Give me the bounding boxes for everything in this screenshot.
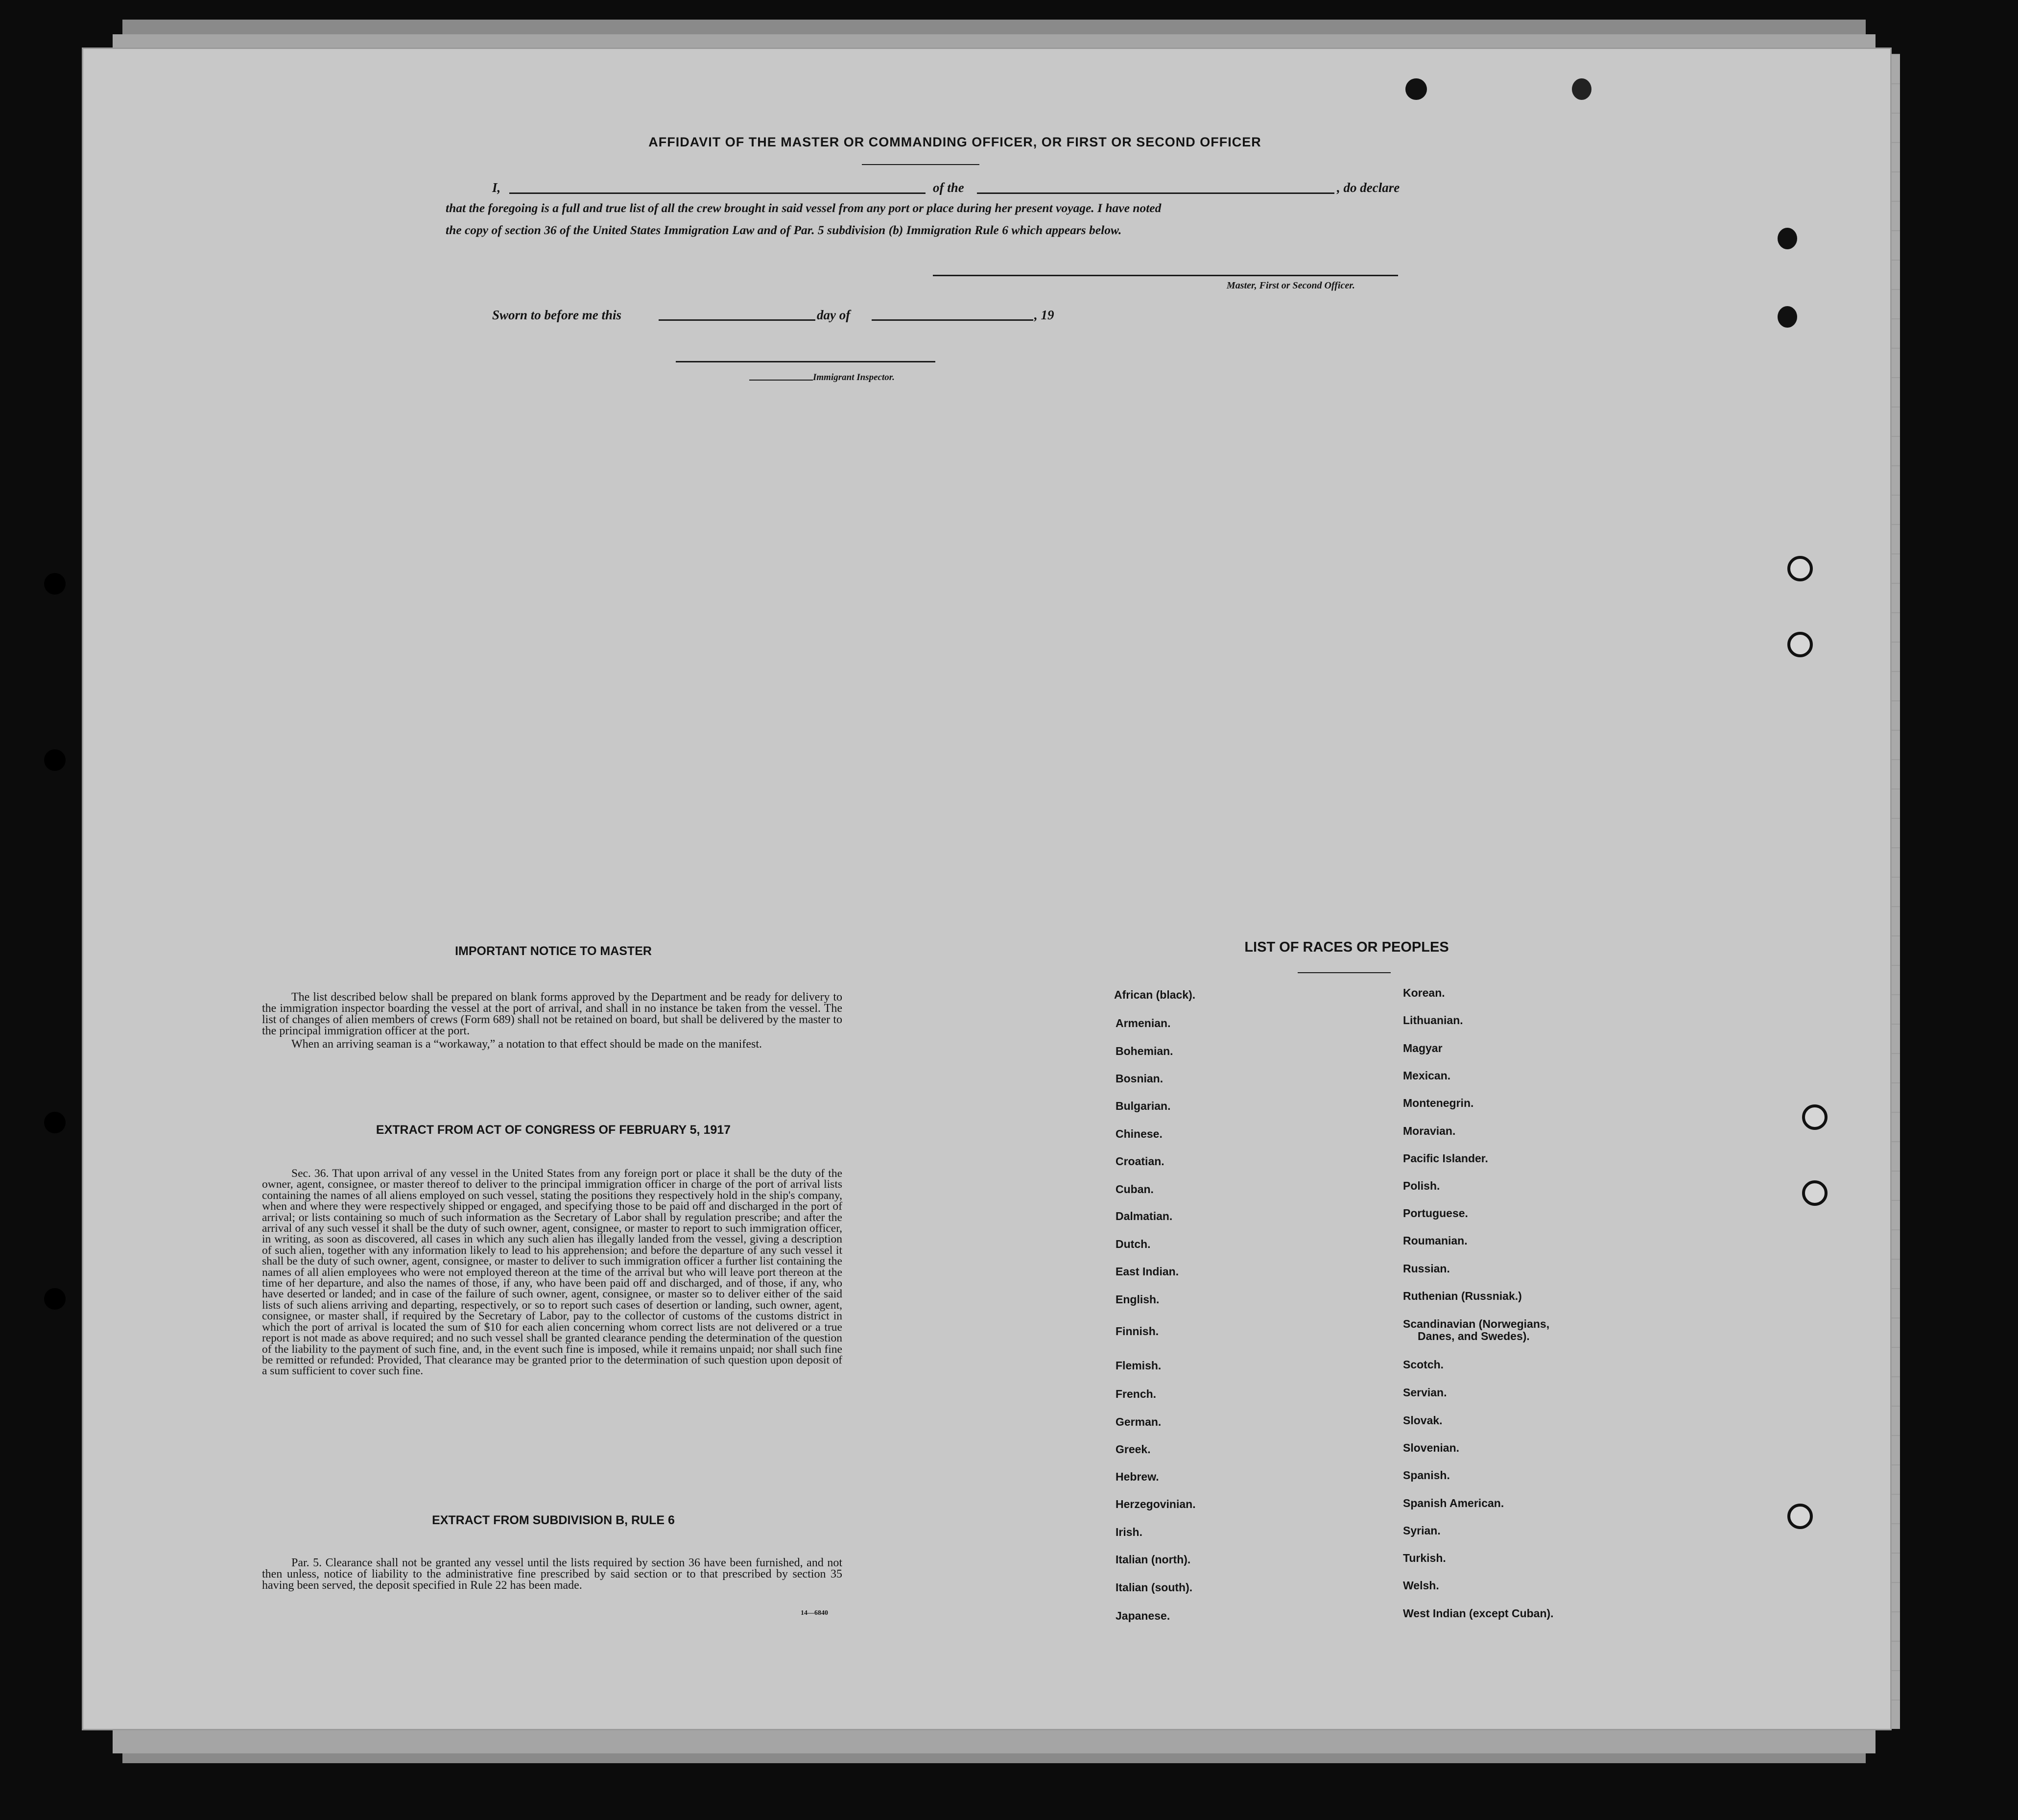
race-hebrew: Hebrew. <box>1116 1470 1159 1483</box>
races-heading-rule <box>1298 972 1391 973</box>
race-german: German. <box>1116 1415 1162 1428</box>
punch-hole <box>1778 228 1797 249</box>
race-finnish: Finnish. <box>1116 1325 1159 1338</box>
affidavit-line-3: the copy of section 36 of the United States Immigration Law and of Par. 5 subdivision (b) Immigration Rule 6 which appears below. <box>446 223 1122 237</box>
day-of-label: day of <box>817 308 851 322</box>
race-spanish: Spanish. <box>1403 1469 1450 1482</box>
race-dutch: Dutch. <box>1116 1238 1151 1250</box>
race-roumanian: Roumanian. <box>1403 1234 1468 1247</box>
race-pacific-islander: Pacific Islander. <box>1403 1152 1488 1165</box>
inspector-label: Immigrant Inspector. <box>813 372 895 383</box>
sworn-month-field[interactable] <box>872 319 1033 321</box>
form-number: 14—6840 <box>801 1609 828 1617</box>
race-scotch: Scotch. <box>1403 1358 1444 1371</box>
race-bulgarian: Bulgarian. <box>1116 1100 1171 1112</box>
sworn-year-label: , 19 <box>1034 308 1054 322</box>
race-croatian: Croatian. <box>1116 1155 1164 1168</box>
race-lithuanian: Lithuanian. <box>1403 1014 1463 1027</box>
race-flemish: Flemish. <box>1116 1359 1162 1372</box>
race-italian-south: Italian (south). <box>1116 1581 1193 1594</box>
race-scandinavian-cont: Danes, and Swedes). <box>1418 1330 1530 1342</box>
race-spanish-american: Spanish American. <box>1403 1497 1504 1509</box>
document-page <box>83 49 1890 1729</box>
act-heading: EXTRACT FROM ACT OF CONGRESS OF FEBRUARY 5, 1917 <box>376 1123 731 1137</box>
sworn-day-field[interactable] <box>659 319 815 321</box>
ring-hole <box>1802 1104 1828 1130</box>
race-bohemian: Bohemian. <box>1116 1045 1173 1057</box>
sworn-prefix: Sworn to before me this <box>492 308 622 322</box>
affidavit-line-2: that the foregoing is a full and true list of all the crew brought in said vessel from any port or place during her present voyage. I have noted <box>446 201 1162 215</box>
punch-hole <box>1572 78 1591 100</box>
race-magyar: Magyar <box>1403 1042 1443 1054</box>
race-ruthenian: Ruthenian (Russniak.) <box>1403 1290 1522 1302</box>
of-the-label: of the <box>933 180 964 195</box>
declare-label: , do declare <box>1337 180 1400 195</box>
notice-para-1: The list described below shall be prepared on blank forms approved by the Department and be ready for delivery to the immigration inspector boarding the vessel at the port of arrival, and shall in no instance be taken from the vessel. The list of changes of alien members of crews (Form 689) shall not be retained on board, but shall be delivered by the master to the principal immigration officer at the port. <box>262 991 842 1037</box>
ring-hole <box>1787 1504 1813 1529</box>
race-servian: Servian. <box>1403 1386 1447 1399</box>
inspector-rule-short <box>749 380 813 381</box>
race-bosnian: Bosnian. <box>1116 1072 1163 1085</box>
title-rule <box>862 164 979 165</box>
race-scandinavian: Scandinavian (Norwegians, <box>1403 1317 1550 1330</box>
race-irish: Irish. <box>1116 1526 1142 1538</box>
ring-hole <box>1787 632 1813 657</box>
ring-hole <box>1787 556 1813 581</box>
affidavit-title: AFFIDAVIT OF THE MASTER OR COMMANDING OFFICER, OR FIRST OR SECOND OFFICER <box>648 135 1261 149</box>
races-heading: LIST OF RACES OR PEOPLES <box>1244 939 1449 955</box>
race-african: African (black). <box>1114 988 1196 1001</box>
race-moravian: Moravian. <box>1403 1125 1456 1137</box>
race-welsh: Welsh. <box>1403 1579 1439 1592</box>
race-polish: Polish. <box>1403 1179 1440 1192</box>
race-cuban: Cuban. <box>1116 1183 1154 1196</box>
rule-paragraph-5: Par. 5. Clearance shall not be granted any vessel until the lists required by section 36 have been furnished, and not then unless, notice of liability to the administrative fine prescribed by said section or to that prescribed by section 35 having been served, the deposit specified in Rule 22 has been made. <box>262 1557 842 1592</box>
race-east-indian: East Indian. <box>1116 1265 1179 1278</box>
race-turkish: Turkish. <box>1403 1552 1446 1564</box>
act-section-36: Sec. 36. That upon arrival of any vessel in the United States from any foreign port or place it shall be the duty of the owner, agent, consignee, or master thereof to deliver to the principal immigration officer in charge of the port of arrival lists containing the names of all aliens employed on such vessel, stating the positions they respectively hold in the ship's company, when and where they were respectively shipped or engaged, and specifying those to be paid off and discharged in the port of arrival; or lists containing so much of such information as the Secretary of Labor shall by regulation prescribe; and after the arrival of any such vessel it shall be the duty of such owner, agent, consignee, or master to report to such immigration officer, in writing, as soon as discovered, all cases in which any such alien has illegally landed from the vessel, giving a description of such alien, together with any information likely to lead to his apprehension; and before the departure of any such vessel it shall be the duty of such owner, agent, consignee, or master to deliver to such immigration officer a further list containing the names of all alien employees who were not employed thereon at the time of the arrival but who will leave port thereon at the time of her departure, and also the names of those, if any, who have been paid off and discharged, and of those, if any, who have deserted or landed; and in case of the failure of such owner, agent, consignee, or master so to deliver either of the said lists of such aliens arriving and departing, respectively, or so to report such cases of desertion or landing, such owner, agent, consignee, or master shall, if required by the Secretary of Labor, pay to the collector of customs of the customs district in which the port of arrival is located the sum of $10 for each alien concerning whom correct lists are not delivered or a true report is not made as above required; and no such vessel shall be granted clearance pending the determination of the question of the liability to the payment of such fine, and, in the event such fine is imposed, while it remains unpaid; nor shall such fine be remitted or refunded: Provided, That clearance may be granted prior to the determination of such question upon deposit of a sum sufficient to cover such fine. <box>262 1167 842 1378</box>
notice-text <box>262 992 842 1050</box>
race-dalmatian: Dalmatian. <box>1116 1210 1173 1222</box>
ring-hole <box>1802 1180 1828 1206</box>
notice-para-2: When an arriving seaman is a “workaway,” a notation to that effect should be made on the manifest. <box>291 1038 762 1051</box>
race-english: English. <box>1116 1293 1160 1306</box>
race-korean: Korean. <box>1403 986 1445 999</box>
punch-hole <box>1405 78 1427 100</box>
binder-hole <box>44 1112 66 1133</box>
race-portuguese: Portuguese. <box>1403 1207 1468 1220</box>
binder-hole <box>44 1288 66 1310</box>
race-italian-north: Italian (north). <box>1116 1553 1191 1566</box>
affiant-prefix: I, <box>492 180 501 195</box>
race-russian: Russian. <box>1403 1262 1450 1275</box>
rule-heading: EXTRACT FROM SUBDIVISION B, RULE 6 <box>432 1513 675 1527</box>
race-slovak: Slovak. <box>1403 1414 1443 1427</box>
race-herzegovinian: Herzegovinian. <box>1116 1498 1196 1510</box>
binder-hole <box>44 573 66 595</box>
act-text <box>262 1168 842 1377</box>
rule-text <box>262 1557 842 1591</box>
race-mexican: Mexican. <box>1403 1069 1451 1082</box>
race-armenian: Armenian. <box>1116 1017 1171 1030</box>
race-greek: Greek. <box>1116 1443 1151 1456</box>
vessel-name-field[interactable] <box>977 192 1334 194</box>
signature-label: Master, First or Second Officer. <box>1227 280 1355 291</box>
inspector-signature-field[interactable] <box>676 361 935 362</box>
race-japanese: Japanese. <box>1116 1609 1170 1622</box>
race-chinese: Chinese. <box>1116 1127 1163 1140</box>
punch-hole <box>1778 306 1797 328</box>
affiant-name-field[interactable] <box>509 192 926 194</box>
race-west-indian: West Indian (except Cuban). <box>1403 1607 1554 1620</box>
race-montenegrin: Montenegrin. <box>1403 1097 1474 1109</box>
race-french: French. <box>1116 1388 1157 1400</box>
notice-heading: IMPORTANT NOTICE TO MASTER <box>455 944 652 958</box>
master-signature-field[interactable] <box>933 275 1398 276</box>
race-slovenian: Slovenian. <box>1403 1441 1460 1454</box>
binder-hole <box>44 749 66 771</box>
race-syrian: Syrian. <box>1403 1524 1441 1537</box>
